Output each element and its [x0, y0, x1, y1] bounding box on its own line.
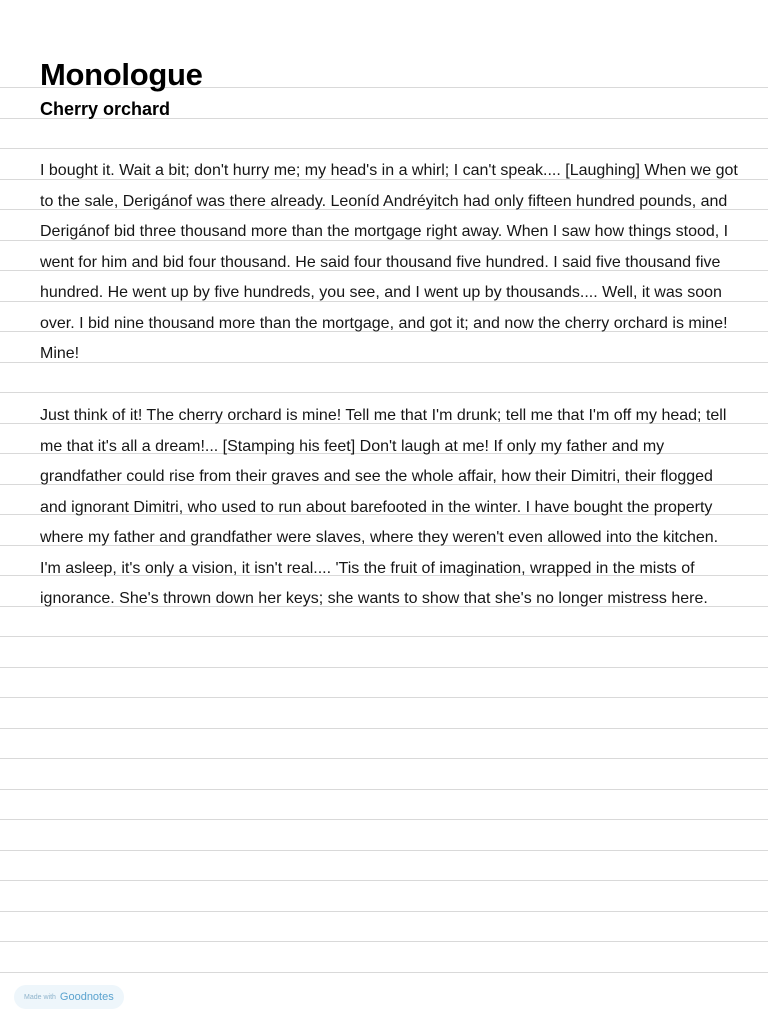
- ruled-line: [0, 697, 768, 698]
- ruled-line: [0, 911, 768, 912]
- ruled-line: [0, 728, 768, 729]
- ruled-line: [0, 819, 768, 820]
- ruled-line: [0, 636, 768, 637]
- ruled-line: [0, 941, 768, 942]
- ruled-line: [0, 148, 768, 149]
- badge-brand-logo: Goodnotes: [59, 991, 114, 1003]
- ruled-line: [0, 758, 768, 759]
- ruled-line: [0, 972, 768, 973]
- ruled-line: [0, 850, 768, 851]
- ruled-line: [0, 880, 768, 881]
- made-with-goodnotes-badge[interactable]: [14, 985, 124, 1009]
- badge-prefix: Made with: [24, 993, 56, 1001]
- ruled-line: [0, 667, 768, 668]
- ruled-line: [0, 392, 768, 393]
- paragraph-2: Just think of it! The cherry orchard is mine! Tell me that I'm drunk; tell me that I'm off my head; tell me that it's all a dream!... [Stamping his feet] Don't laugh at me! If only my father and my grandfather could rise from their graves and see the whole affair, how their Dimitri, their flogged and ignorant Dimitri, who used to run about barefooted in the winter. I have bought the property where my father and grandfather were slaves, where they weren't even allowed into the kitchen. I'm asleep, it's only a vision, it isn't real.... 'Tis the fruit of imagination, wrapped in the mists of ignorance. She's thrown down her keys; she wants to show that she's no longer mistress here.: [40, 407, 727, 607]
- page-title: Monologue: [40, 57, 203, 92]
- page-subtitle: Cherry orchard: [40, 99, 171, 119]
- ruled-line: [0, 789, 768, 790]
- paragraph-1: I bought it. Wait a bit; don't hurry me; my head's in a whirl; I can't speak.... [Laughing] When we got to the sale, Derigánof was there already. Leoníd Andréyitch had only fifteen hundred pounds, and Derigánof bid three thousand more than the mortgage right away. When I saw how things stood, I went for him and bid four thousand. He said four thousand five hundred. I said five thousand five hundred. He went up by five hundreds, you see, and I went up by thousands.... Well, it was soon over. I bid nine thousand more than the mortgage, and got it; and now the cherry orchard is mine! Mine!: [40, 162, 738, 362]
